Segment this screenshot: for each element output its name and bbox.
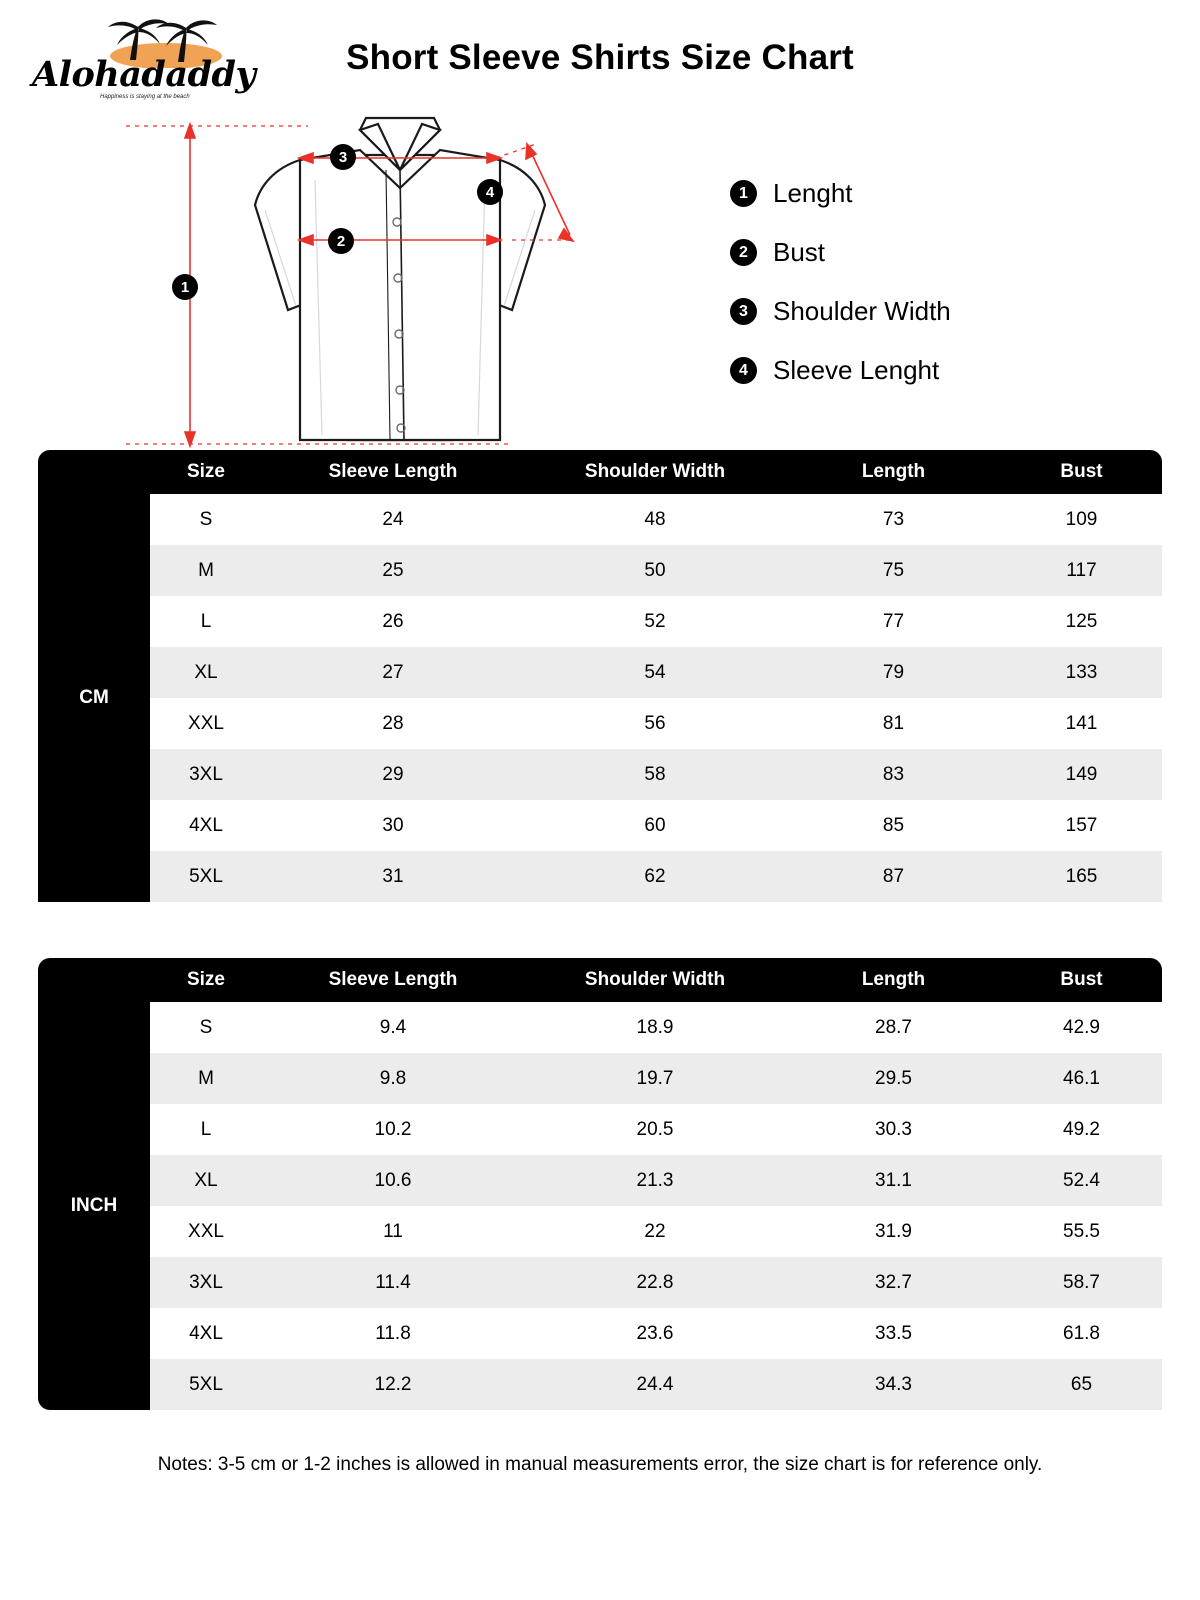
cell-bust: 46.1 xyxy=(1001,1053,1162,1104)
cell-bust: 65 xyxy=(1001,1359,1162,1410)
inch-header-sleeve-length: Sleeve Length xyxy=(262,958,524,1002)
cell-bust: 117 xyxy=(1001,545,1162,596)
cell-bust: 149 xyxy=(1001,749,1162,800)
cell-length: 33.5 xyxy=(786,1308,1001,1359)
cm-header-corner xyxy=(38,450,150,494)
table-row xyxy=(38,800,1162,851)
cell-bust: 125 xyxy=(1001,596,1162,647)
cell-bust: 52.4 xyxy=(1001,1155,1162,1206)
cm-unit-label: CM xyxy=(38,494,150,902)
cell-bust: 157 xyxy=(1001,800,1162,851)
cell-length: 30.3 xyxy=(786,1104,1001,1155)
cell-length: 75 xyxy=(786,545,1001,596)
cell-shoulder: 56 xyxy=(524,698,786,749)
legend-label-length: Lenght xyxy=(773,178,853,208)
cell-shoulder: 18.9 xyxy=(524,1002,786,1053)
cell-sleeve: 28 xyxy=(262,698,524,749)
cell-size: 3XL xyxy=(150,749,262,800)
cell-sleeve: 25 xyxy=(262,545,524,596)
table-row xyxy=(38,1308,1162,1359)
cell-bust: 133 xyxy=(1001,647,1162,698)
cm-table-body xyxy=(38,494,1162,902)
cm-header-length: Length xyxy=(786,450,1001,494)
cell-size: 5XL xyxy=(150,1359,262,1410)
cell-length: 83 xyxy=(786,749,1001,800)
cell-sleeve: 29 xyxy=(262,749,524,800)
cell-size: 5XL xyxy=(150,851,262,902)
cell-length: 34.3 xyxy=(786,1359,1001,1410)
table-row xyxy=(38,1053,1162,1104)
cell-sleeve: 30 xyxy=(262,800,524,851)
notes-text: Notes: 3-5 cm or 1-2 inches is allowed in manual measurements error, the size chart is for reference only. xyxy=(157,1454,1043,1475)
cell-size: S xyxy=(150,1002,262,1053)
table-row xyxy=(38,494,1162,545)
cell-sleeve: 11 xyxy=(262,1206,524,1257)
cell-shoulder: 20.5 xyxy=(524,1104,786,1155)
marker-1-badge: 1 xyxy=(172,274,198,300)
cell-size: M xyxy=(150,1053,262,1104)
cell-size: L xyxy=(150,596,262,647)
table-row xyxy=(38,698,1162,749)
page-title: Short Sleeve Shirts Size Chart xyxy=(346,38,854,77)
cell-bust: 165 xyxy=(1001,851,1162,902)
cell-sleeve: 26 xyxy=(262,596,524,647)
legend-bullet-3: 3 xyxy=(730,298,757,325)
cm-header-bust: Bust xyxy=(1001,450,1162,494)
cell-shoulder: 62 xyxy=(524,851,786,902)
marker-4-badge: 4 xyxy=(477,179,503,205)
inch-header-length: Length xyxy=(786,958,1001,1002)
cell-shoulder: 23.6 xyxy=(524,1308,786,1359)
cell-shoulder: 58 xyxy=(524,749,786,800)
cell-sleeve: 11.4 xyxy=(262,1257,524,1308)
cell-sleeve: 27 xyxy=(262,647,524,698)
inch-header-bust: Bust xyxy=(1001,958,1162,1002)
diagram-legend xyxy=(730,178,951,414)
cell-shoulder: 22 xyxy=(524,1206,786,1257)
marker-3-badge: 3 xyxy=(330,144,356,170)
legend-item-sleeve-length xyxy=(730,355,951,386)
inch-table-body xyxy=(38,1002,1162,1410)
legend-item-length xyxy=(730,178,951,209)
cell-shoulder: 50 xyxy=(524,545,786,596)
cm-header-shoulder-width: Shoulder Width xyxy=(524,450,786,494)
cell-length: 31.1 xyxy=(786,1155,1001,1206)
cell-length: 87 xyxy=(786,851,1001,902)
cm-table-head xyxy=(38,450,1162,494)
cell-sleeve: 24 xyxy=(262,494,524,545)
legend-item-bust xyxy=(730,237,951,268)
table-row xyxy=(38,1206,1162,1257)
cell-shoulder: 60 xyxy=(524,800,786,851)
cell-sleeve: 9.8 xyxy=(262,1053,524,1104)
cell-size: 4XL xyxy=(150,800,262,851)
cell-bust: 42.9 xyxy=(1001,1002,1162,1053)
cell-sleeve: 10.2 xyxy=(262,1104,524,1155)
cell-bust: 61.8 xyxy=(1001,1308,1162,1359)
table-row xyxy=(38,596,1162,647)
cm-header-row xyxy=(38,450,1162,494)
cell-sleeve: 10.6 xyxy=(262,1155,524,1206)
legend-bullet-4: 4 xyxy=(730,357,757,384)
cell-length: 73 xyxy=(786,494,1001,545)
cell-bust: 55.5 xyxy=(1001,1206,1162,1257)
table-row xyxy=(38,749,1162,800)
cell-size: XXL xyxy=(150,1206,262,1257)
measurement-diagram xyxy=(0,110,1200,450)
cell-sleeve: 11.8 xyxy=(262,1308,524,1359)
table-row xyxy=(38,1002,1162,1053)
cell-shoulder: 52 xyxy=(524,596,786,647)
cell-bust: 141 xyxy=(1001,698,1162,749)
inch-header-shoulder-width: Shoulder Width xyxy=(524,958,786,1002)
cm-size-table-wrap xyxy=(38,450,1162,902)
inch-header-row xyxy=(38,958,1162,1002)
cell-sleeve: 9.4 xyxy=(262,1002,524,1053)
legend-item-shoulder-width xyxy=(730,296,951,327)
cell-size: 4XL xyxy=(150,1308,262,1359)
cell-length: 31.9 xyxy=(786,1206,1001,1257)
cell-size: L xyxy=(150,1104,262,1155)
inch-header-corner xyxy=(38,958,150,1002)
cell-size: XXL xyxy=(150,698,262,749)
inch-header-size: Size xyxy=(150,958,262,1002)
cm-header-size: Size xyxy=(150,450,262,494)
inch-size-table-wrap xyxy=(38,958,1162,1410)
cell-length: 77 xyxy=(786,596,1001,647)
cell-sleeve: 31 xyxy=(262,851,524,902)
marker-2-badge: 2 xyxy=(328,228,354,254)
cell-shoulder: 19.7 xyxy=(524,1053,786,1104)
shirt-illustration xyxy=(60,110,760,450)
cell-length: 32.7 xyxy=(786,1257,1001,1308)
cell-length: 29.5 xyxy=(786,1053,1001,1104)
table-row xyxy=(38,1155,1162,1206)
cell-shoulder: 21.3 xyxy=(524,1155,786,1206)
legend-label-bust: Bust xyxy=(773,237,826,267)
table-row xyxy=(38,1257,1162,1308)
table-row xyxy=(38,1104,1162,1155)
cell-length: 79 xyxy=(786,647,1001,698)
cell-length: 85 xyxy=(786,800,1001,851)
cell-shoulder: 54 xyxy=(524,647,786,698)
cell-sleeve: 12.2 xyxy=(262,1359,524,1410)
cell-size: XL xyxy=(150,1155,262,1206)
cell-size: M xyxy=(150,545,262,596)
table-row xyxy=(38,1359,1162,1410)
cell-length: 28.7 xyxy=(786,1002,1001,1053)
table-row xyxy=(38,647,1162,698)
cm-header-sleeve-length: Sleeve Length xyxy=(262,450,524,494)
table-row xyxy=(38,545,1162,596)
cell-size: 3XL xyxy=(150,1257,262,1308)
cell-bust: 58.7 xyxy=(1001,1257,1162,1308)
cell-shoulder: 22.8 xyxy=(524,1257,786,1308)
brand-name: Alohadaddy xyxy=(32,54,256,95)
legend-bullet-2: 2 xyxy=(730,239,757,266)
legend-label-shoulder-width: Shoulder Width xyxy=(773,296,951,326)
inch-unit-label: INCH xyxy=(38,1002,150,1410)
inch-table-head xyxy=(38,958,1162,1002)
cell-length: 81 xyxy=(786,698,1001,749)
cell-size: S xyxy=(150,494,262,545)
inch-size-table xyxy=(38,958,1162,1410)
cell-bust: 49.2 xyxy=(1001,1104,1162,1155)
legend-bullet-1: 1 xyxy=(730,180,757,207)
legend-label-sleeve-length: Sleeve Lenght xyxy=(773,355,940,385)
cell-shoulder: 24.4 xyxy=(524,1359,786,1410)
cm-size-table xyxy=(38,450,1162,902)
cell-shoulder: 48 xyxy=(524,494,786,545)
page-header xyxy=(0,0,1200,110)
table-row xyxy=(38,851,1162,902)
cell-bust: 109 xyxy=(1001,494,1162,545)
cell-size: XL xyxy=(150,647,262,698)
brand-tagline: Happiness is staying at the beach xyxy=(100,94,190,100)
